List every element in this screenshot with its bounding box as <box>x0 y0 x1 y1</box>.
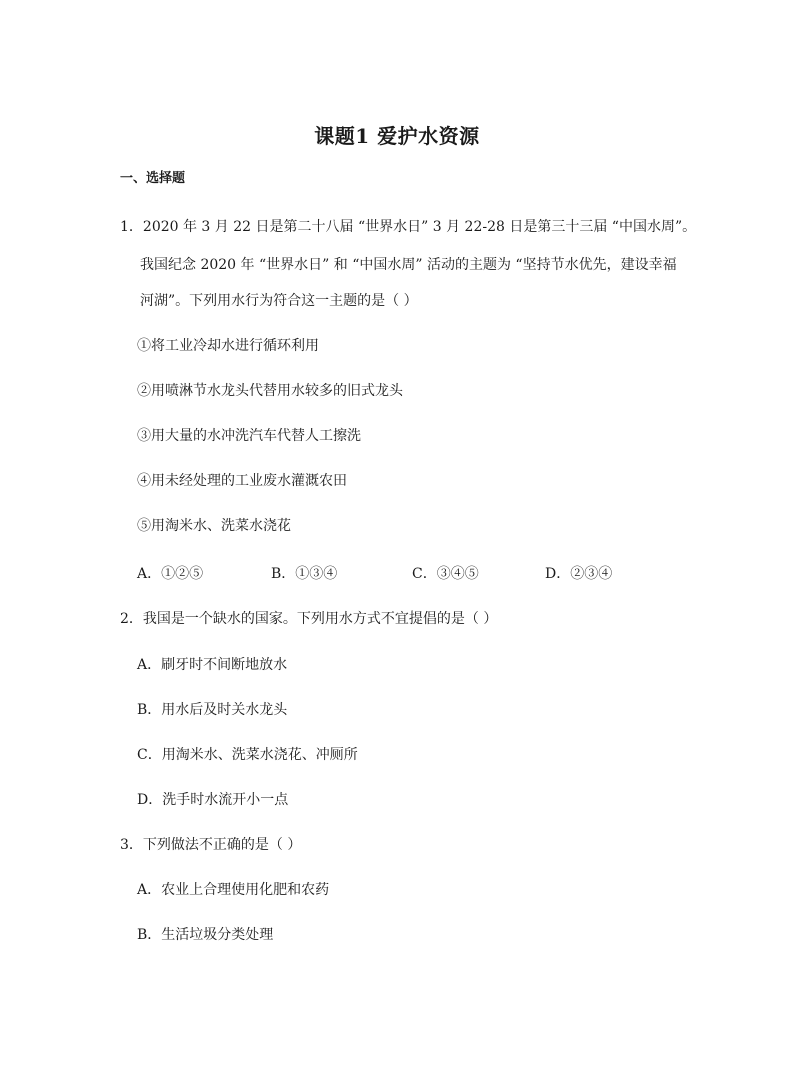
question-1-statement-4: ④用未经处理的工业废水灌溉农田 <box>137 473 347 489</box>
section-heading: 一、选择题 <box>120 171 186 186</box>
question-1-line-3: 河湖”。下列用水行为符合这一主题的是（ ） <box>140 293 418 309</box>
question-1-choice-b: B．①③④ <box>271 566 338 582</box>
question-2-option-b: B．用水后及时关水龙头 <box>137 702 288 718</box>
question-1-statement-1: ①将工业冷却水进行循环利用 <box>137 338 319 354</box>
question-2-stem: 2．我国是一个缺水的国家。下列用水方式不宜提倡的是（ ） <box>120 611 498 627</box>
question-1-line-2: 我国纪念 2020 年 “世界水日” 和 “中国水周” 活动的主题为 “坚持节水优先，建设幸福 <box>140 257 677 273</box>
question-3-option-a: A．农业上合理使用化肥和农药 <box>137 882 330 898</box>
question-3-option-b: B．生活垃圾分类处理 <box>137 927 274 943</box>
question-1-choices <box>137 563 657 583</box>
question-1-choice-a: A．①②⑤ <box>137 566 204 582</box>
question-2-option-d: D．洗手时水流开小一点 <box>137 792 289 808</box>
document-title: 课题1 爱护水资源 <box>314 124 480 148</box>
question-1-line-1: 1．2020 年 3 月 22 日是第二十八届 “世界水日” 3 月 22-28 日是第三十三届 “中国水周”。 <box>120 219 697 235</box>
question-1-statement-3: ③用大量的水冲洗汽车代替人工擦洗 <box>137 428 361 444</box>
question-2-option-a: A．刷牙时不间断地放水 <box>137 657 288 673</box>
question-1-choice-c: C．③④⑤ <box>412 566 479 582</box>
question-1-choice-d: D．②③④ <box>545 566 613 582</box>
question-1-statement-5: ⑤用淘米水、洗菜水浇花 <box>137 518 291 534</box>
question-3-stem: 3．下列做法不正确的是（ ） <box>120 837 302 853</box>
question-2-option-c: C．用淘米水、洗菜水浇花、冲厕所 <box>137 747 358 763</box>
question-1-statement-2: ②用喷淋节水龙头代替用水较多的旧式龙头 <box>137 383 403 399</box>
